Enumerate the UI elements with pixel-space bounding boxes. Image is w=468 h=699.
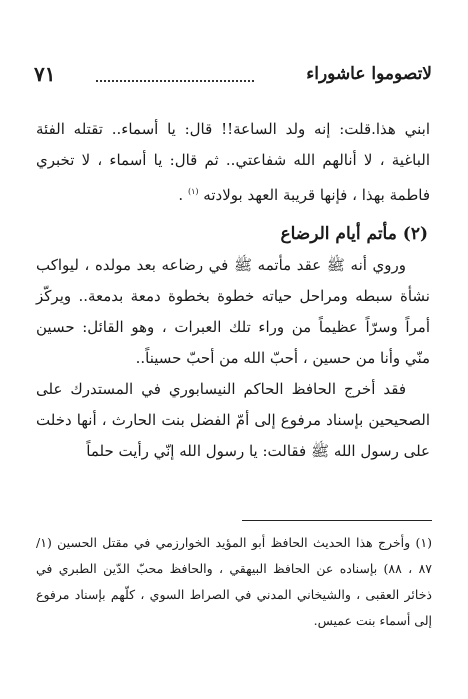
footnote: [36, 530, 432, 634]
footnote-text: (١) وأخرج هذا الحديث الحافظ أبو المؤيد الخوارزمي في مقتل الحسين (١/ ٨٧ ، ٨٨) بإسناده عن الحافظ البيهقي ، والحافظ محبّ الدّين الطبري في ذخائر العقبى ، والشيخاني المدني في الصراط السوي ، كلّهم بإسناد مرفوع إلى أسماء بنت عميس.: [36, 535, 433, 628]
paragraph-2-text: وروي أنه ﷺ عقد مأتمه ﷺ في رضاعه بعد مولده ، ليواكب نشأة سبطه ومراحل حياته خطوة بخطوة دمعة بدمعة.. ويركّز أمراً وسرّاً عظيماً من وراء تلك العبرات ، وهو القائل: حسين منّي وأنا من حسين ، أحبّ الله من أحبّ حسيناً..: [36, 256, 430, 367]
footnote-divider: [242, 520, 432, 521]
header-dotted-leader: [96, 80, 254, 82]
footnote-marker: (١): [187, 187, 199, 196]
paragraph-3: [36, 374, 430, 467]
paragraph-1-text: ابني هذا.قلت: إنه ولد الساعة!! قال: يا أسماء.. تقتله الفئة الباغية ، لا أنالهم الله شفاعتي.. ثم قال: يا أسماء ، لا تخبري فاطمة بهذا ، فإنها قريبة العهد بولادته: [36, 120, 430, 204]
running-title: لاتصوموا عاشوراء: [306, 64, 432, 84]
page-number: ٧١: [34, 62, 56, 86]
paragraph-3-text: فقد أخرج الحافظ الحاكم النيسابوري في المستدرك على الصحيحين بإسناد مرفوع إلى أمّ الفضل بنت الحارث ، أنها دخلت على رسول الله ﷺ فقالت: يا رسول الله إنّي رأيت حلماً: [36, 380, 430, 460]
paragraph-1-end: .: [178, 186, 184, 204]
paragraph-1: [36, 114, 430, 211]
paragraph-2: [36, 250, 430, 374]
page-header: [34, 64, 432, 88]
section-heading: (٢) مأتم أيام الرضاع: [280, 224, 428, 244]
